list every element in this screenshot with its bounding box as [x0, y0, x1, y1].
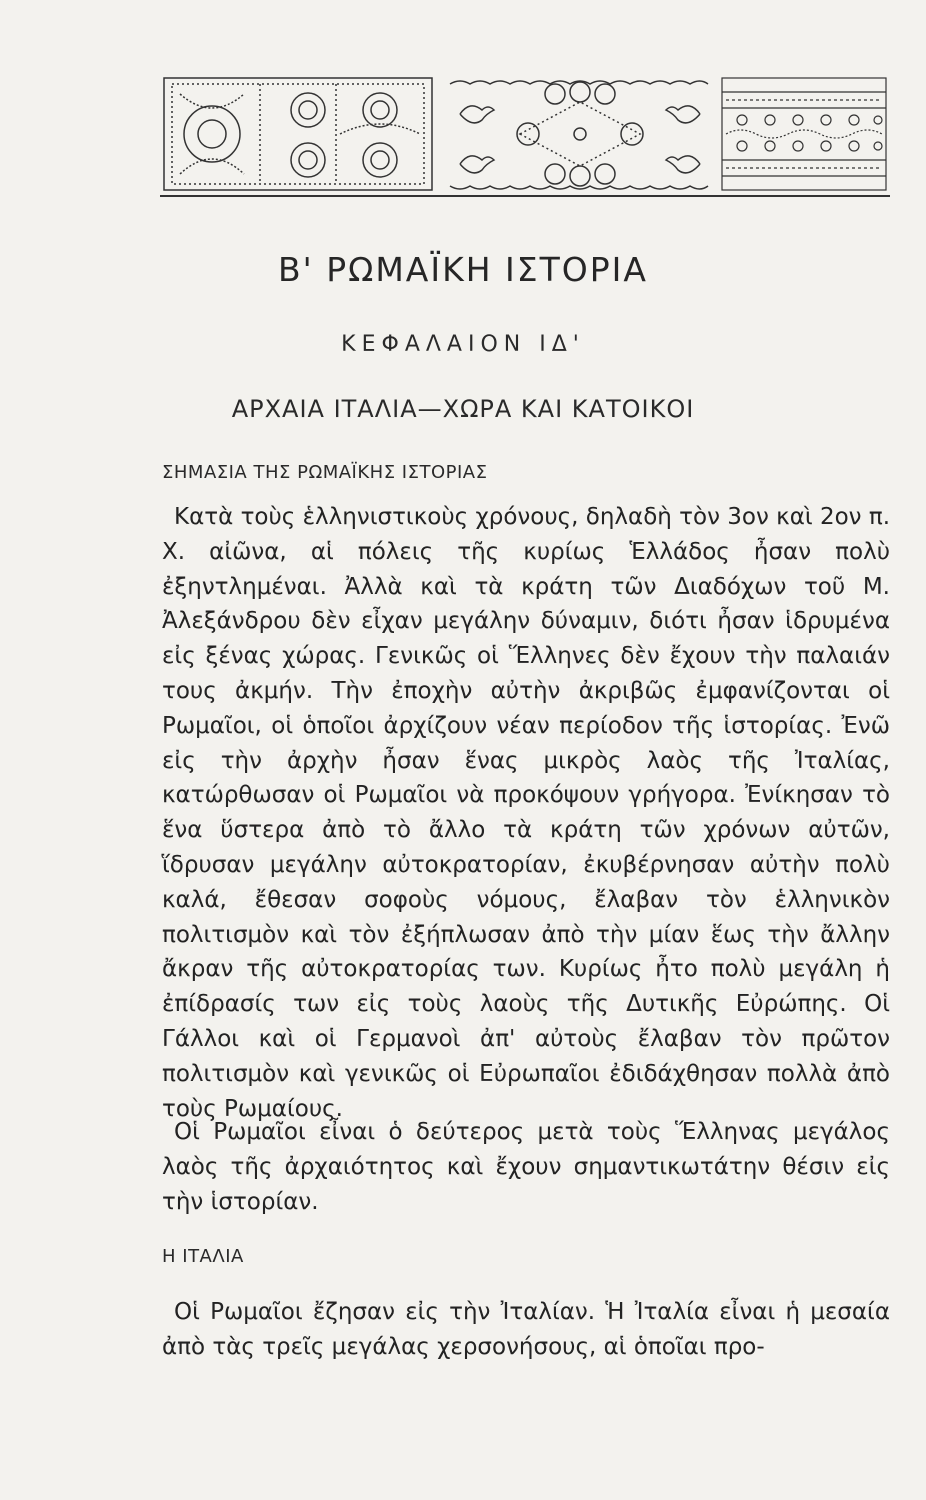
part-title: Β' ΡΩΜΑΪΚΗ ΙΣΤΟΡΙΑ	[278, 250, 648, 289]
paragraph-text: Κατὰ τοὺς ἑλληνιστικοὺς χρόνους, δηλαδὴ τὸν 3ον καὶ 2ον π. Χ. αἰῶνα, αἱ πόλεις τῆς κυρίως Ἑλλάδος ἦσαν πολὺ ἐξηντλημέναι. Ἀλλὰ καὶ τὰ κράτη τῶν Διαδόχων τοῦ Μ. Ἀλεξάνδρου δὲν εἶχαν μεγάλην δύναμιν, διότι ἦσαν ἱδρυμένα εἰς ξένας χώρας. Γενικῶς οἱ Ἕλληνες δὲν ἔχουν τὴν παλαιάν τους ἀκμήν. Τὴν ἐποχὴν αὐτὴν ἀκριβῶς ἐμφανίζονται οἱ Ρωμαῖοι, οἱ ὁποῖοι ἀρχίζουν νέαν περίοδον τῆς ἱστορίας. Ἐνῶ εἰς τὴν ἀρχὴν ἦσαν ἕνας μικρὸς λαὸς τῆς Ἰταλίας, κατώρθωσαν οἱ Ρωμαῖοι νὰ προκόψουν γρήγορα. Ἐνίκησαν τὸ ἕνα ὕστερα ἀπὸ τὸ ἄλλο τὰ κράτη τῶν χρόνων αὐτῶν, ἵδρυσαν μεγάλην αὐτοκρατορίαν, ἐκυβέρνησαν αὐτὴν πολὺ καλά, ἔθεσαν σοφοὺς νόμους, ἔλαβαν τὸν ἑλληνικὸν πολιτισμὸν καὶ τὸν ἐξήπλωσαν ἀπὸ τὴν μίαν ἕως τὴν ἄλλην ἄκραν τῆς αὐτοκρατορίας των. Κυρίως ἦτο πολὺ μεγάλη ἡ ἐπίδρασίς των εἰς τοὺς λαοὺς τῆς Δυτικῆς Εὐρώπης. Οἱ Γάλλοι καὶ οἱ Γερμανοὶ ἀπ' αὐτοὺς ἔλαβαν τὸν πρῶτον πολιτισμὸν καὶ γενικῶς οἱ Εὐρωπαῖοι ἐδιδάχθησαν πολλὰ ἀπὸ τοὺς Ρωμαίους.	[162, 504, 890, 1122]
chapter-subtitle: ΑΡΧΑΙΑ ΙΤΑΛΙΑ—ΧΩΡΑ ΚΑΙ ΚΑΤΟΙΚΟΙ	[231, 395, 695, 423]
chapter-title: ΚΕΦΑΛΑΙΟΝ ΙΔ'	[341, 332, 585, 357]
paragraph-text: Οἱ Ρωμαῖοι εἶναι ὁ δεύτερος μετὰ τοὺς Ἕλληνας μεγάλος λαὸς τῆς ἀρχαιότητος καὶ ἔχουν σημαντικωτάτην θέσιν εἰς τὴν ἱστορίαν.	[162, 1119, 890, 1215]
section-heading-italy: Η ΙΤΑΛΙΑ	[162, 1246, 244, 1267]
paragraph	[162, 1295, 890, 1365]
paragraph-text: Οἱ Ρωμαῖοι ἔζησαν εἰς τὴν Ἰταλίαν. Ἡ Ἰταλία εἶναι ἡ μεσαία ἀπὸ τὰς τρεῖς μεγάλας χερσονήσους, αἱ ὁποῖαι προ-	[162, 1299, 890, 1360]
decorative-ornament-band	[160, 74, 890, 198]
section-heading-significance: ΣΗΜΑΣΙΑ ΤΗΣ ΡΩΜΑΪΚΗΣ ΙΣΤΟΡΙΑΣ	[162, 462, 488, 483]
paragraph	[162, 500, 890, 1126]
ornament-band-icon	[160, 74, 890, 198]
paragraph	[162, 1115, 890, 1219]
